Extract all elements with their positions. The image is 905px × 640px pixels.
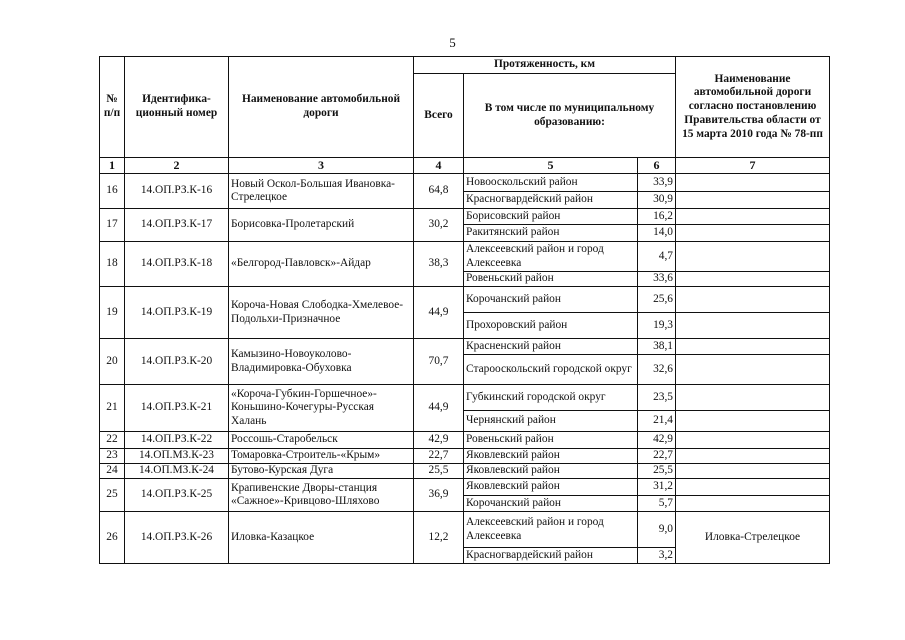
header-name: Наименование автомобильной дороги — [229, 57, 414, 158]
road-id: 14.ОП.РЗ.К-19 — [125, 287, 229, 339]
district-name: Яковлевский район — [464, 464, 638, 479]
road-id: 14.ОП.МЗ.К-24 — [125, 464, 229, 479]
decree-road-name — [676, 272, 830, 287]
column-number: 5 — [464, 158, 638, 174]
district-km: 42,9 — [638, 432, 676, 449]
district-name: Чернянский район — [464, 411, 638, 432]
road-total-km: 38,3 — [414, 242, 464, 287]
header-total: Всего — [414, 74, 464, 158]
district-km: 19,3 — [638, 313, 676, 339]
district-name: Прохоровский район — [464, 313, 638, 339]
row-number: 22 — [100, 432, 125, 449]
decree-road-name — [676, 209, 830, 225]
road-total-km: 64,8 — [414, 174, 464, 209]
road-name: Томаровка-Строитель-«Крым» — [229, 449, 414, 464]
district-name: Красногвардейский район — [464, 548, 638, 564]
decree-road-name — [676, 464, 830, 479]
table-row — [100, 464, 830, 479]
table-row — [100, 209, 830, 225]
row-number: 19 — [100, 287, 125, 339]
road-name: Бутово-Курская Дуга — [229, 464, 414, 479]
district-km: 14,0 — [638, 225, 676, 242]
district-name: Борисовский район — [464, 209, 638, 225]
road-total-km: 44,9 — [414, 385, 464, 432]
district-km: 4,7 — [638, 242, 676, 272]
decree-road-name — [676, 355, 830, 385]
road-name: Камызино-Новоуколово-Владимировка-Обуховка — [229, 339, 414, 385]
row-number: 26 — [100, 512, 125, 564]
road-name: «Короча-Губкин-Горшечное»-Коньшино-Кочегуры-Русская Халань — [229, 385, 414, 432]
decree-road-name — [676, 385, 830, 411]
table-row — [100, 512, 830, 548]
column-number: 2 — [125, 158, 229, 174]
decree-road-name — [676, 225, 830, 242]
header-decree-name: Наименование автомобильной дороги согласно постановлению Правительства области от 15 марта 2010 года № 78-пп — [676, 57, 830, 158]
column-number: 1 — [100, 158, 125, 174]
district-km: 23,5 — [638, 385, 676, 411]
road-id: 14.ОП.РЗ.К-17 — [125, 209, 229, 242]
table-row — [100, 287, 830, 313]
district-name: Корочанский район — [464, 496, 638, 512]
district-name: Яковлевский район — [464, 449, 638, 464]
district-km: 16,2 — [638, 209, 676, 225]
district-name: Ровеньский район — [464, 272, 638, 287]
road-name: Новый Оскол-Большая Ивановка-Стрелецкое — [229, 174, 414, 209]
district-km: 33,9 — [638, 174, 676, 192]
road-name: Иловка-Казацкое — [229, 512, 414, 564]
row-number: 20 — [100, 339, 125, 385]
header-length-group: Протяженность, км — [414, 57, 676, 74]
district-km: 22,7 — [638, 449, 676, 464]
decree-road-name — [676, 496, 830, 512]
road-name: Короча-Новая Слободка-Хмелевое-Подольхи-Призначное — [229, 287, 414, 339]
road-name: Россошь-Старобельск — [229, 432, 414, 449]
district-name: Ровеньский район — [464, 432, 638, 449]
decree-road-name — [676, 174, 830, 192]
decree-road-name — [676, 411, 830, 432]
district-name: Яковлевский район — [464, 479, 638, 496]
district-km: 25,6 — [638, 287, 676, 313]
decree-road-name — [676, 287, 830, 313]
roads-table — [99, 56, 830, 564]
district-km: 5,7 — [638, 496, 676, 512]
district-km: 33,6 — [638, 272, 676, 287]
district-name: Алексеевский район и город Алексеевка — [464, 242, 638, 272]
district-name: Алексеевский район и город Алексеевка — [464, 512, 638, 548]
column-number: 4 — [414, 158, 464, 174]
decree-road-name: Иловка-Стрелецкое — [676, 512, 830, 564]
column-number: 7 — [676, 158, 830, 174]
road-id: 14.ОП.РЗ.К-18 — [125, 242, 229, 287]
district-km: 38,1 — [638, 339, 676, 355]
table-row — [100, 339, 830, 355]
decree-road-name — [676, 242, 830, 272]
row-number: 23 — [100, 449, 125, 464]
header-including: В том числе по муниципальному образованию: — [464, 74, 676, 158]
row-number: 18 — [100, 242, 125, 287]
road-id: 14.ОП.РЗ.К-16 — [125, 174, 229, 209]
header-num: № п/п — [100, 57, 125, 158]
district-km: 3,2 — [638, 548, 676, 564]
road-total-km: 36,9 — [414, 479, 464, 512]
column-number: 6 — [638, 158, 676, 174]
row-number: 17 — [100, 209, 125, 242]
road-total-km: 22,7 — [414, 449, 464, 464]
table-row — [100, 174, 830, 192]
row-number: 21 — [100, 385, 125, 432]
district-name: Красненский район — [464, 339, 638, 355]
row-number: 16 — [100, 174, 125, 209]
decree-road-name — [676, 313, 830, 339]
road-id: 14.ОП.РЗ.К-25 — [125, 479, 229, 512]
district-km: 9,0 — [638, 512, 676, 548]
road-total-km: 44,9 — [414, 287, 464, 339]
road-name: Борисовка-Пролетарский — [229, 209, 414, 242]
district-km: 32,6 — [638, 355, 676, 385]
district-name: Ракитянский район — [464, 225, 638, 242]
district-km: 31,2 — [638, 479, 676, 496]
decree-road-name — [676, 432, 830, 449]
table-row — [100, 385, 830, 411]
row-number: 24 — [100, 464, 125, 479]
road-name: Крапивенские Дворы-станция «Сажное»-Кривцово-Шляхово — [229, 479, 414, 512]
road-total-km: 12,2 — [414, 512, 464, 564]
district-name: Красногвардейский район — [464, 192, 638, 209]
road-id: 14.ОП.РЗ.К-22 — [125, 432, 229, 449]
district-name: Губкинский городской округ — [464, 385, 638, 411]
district-km: 25,5 — [638, 464, 676, 479]
row-number: 25 — [100, 479, 125, 512]
road-id: 14.ОП.МЗ.К-23 — [125, 449, 229, 464]
decree-road-name — [676, 479, 830, 496]
district-km: 30,9 — [638, 192, 676, 209]
decree-road-name — [676, 339, 830, 355]
table-row — [100, 432, 830, 449]
road-name: «Белгород-Павловск»-Айдар — [229, 242, 414, 287]
district-name: Корочанский район — [464, 287, 638, 313]
decree-road-name — [676, 449, 830, 464]
district-km: 21,4 — [638, 411, 676, 432]
district-name: Новооскольский район — [464, 174, 638, 192]
table-row — [100, 449, 830, 464]
road-id: 14.ОП.РЗ.К-20 — [125, 339, 229, 385]
road-id: 14.ОП.РЗ.К-21 — [125, 385, 229, 432]
table-body — [100, 174, 830, 564]
column-number: 3 — [229, 158, 414, 174]
column-number-row — [100, 158, 830, 174]
header-id: Идентифика-ционный номер — [125, 57, 229, 158]
district-name: Старооскольский городской округ — [464, 355, 638, 385]
road-total-km: 70,7 — [414, 339, 464, 385]
road-total-km: 25,5 — [414, 464, 464, 479]
road-total-km: 42,9 — [414, 432, 464, 449]
table-row — [100, 242, 830, 272]
table-row — [100, 479, 830, 496]
road-total-km: 30,2 — [414, 209, 464, 242]
road-id: 14.ОП.РЗ.К-26 — [125, 512, 229, 564]
page-number: 5 — [449, 35, 456, 50]
decree-road-name — [676, 192, 830, 209]
